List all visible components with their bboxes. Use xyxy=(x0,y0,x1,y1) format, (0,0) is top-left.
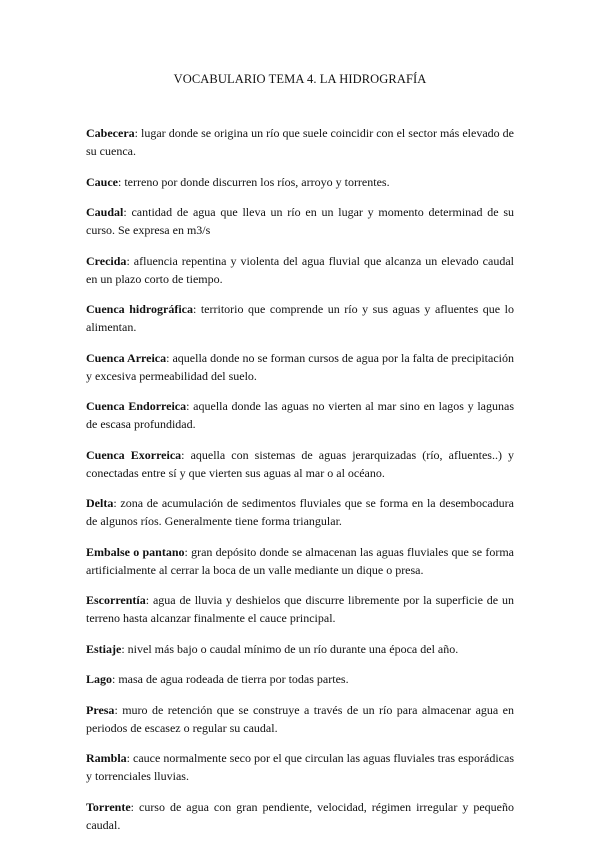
vocabulary-entry xyxy=(86,670,514,688)
entry-term: Caudal xyxy=(86,205,124,219)
entry-definition: : territorio que comprende un río y sus aguas y afluentes que lo alimentan. xyxy=(86,302,514,334)
vocabulary-entry xyxy=(86,640,514,658)
vocabulary-entry xyxy=(86,749,514,785)
entry-definition: : nivel más bajo o caudal mínimo de un río durante una época del año. xyxy=(121,641,459,656)
entry-term: Cuenca Endorreica xyxy=(86,399,187,413)
entry-term: Cuenca hidrográfica xyxy=(86,302,193,316)
vocabulary-entry xyxy=(86,543,514,579)
entry-term: Estiaje xyxy=(86,641,122,656)
entry-definition: : gran depósito donde se almacenan las aguas fluviales que se forma artificialmente al cerrar la boca de un valle mediante un dique o presa. xyxy=(86,544,514,577)
entry-definition: : afluencia repentina y violenta del agua fluvial que alcanza un elevado caudal en un plazo corto de tiempo. xyxy=(86,253,514,286)
entry-term: Torrente xyxy=(86,799,131,814)
entry-term: Crecida xyxy=(86,253,127,268)
vocabulary-entry xyxy=(86,397,514,433)
entry-term: Cuenca Arreica xyxy=(86,350,167,365)
entry-definition: : lugar donde se origina un río que suele coincidir con el sector más elevado de su cuenca. xyxy=(86,126,514,158)
vocabulary-entry xyxy=(86,591,514,627)
vocabulary-entry xyxy=(86,446,514,482)
vocabulary-entry xyxy=(86,203,514,239)
entry-term: Rambla xyxy=(86,751,127,765)
entry-definition: : cauce normalmente seco por el que circulan las aguas fluviales tras esporádicas y torrenciales lluvias. xyxy=(86,751,514,783)
entry-definition: : aquella con sistemas de aguas jerarquizadas (río, afluentes..) y conectadas entre sí y que vierten sus aguas al mar o al océano. xyxy=(86,447,515,480)
vocabulary-list xyxy=(86,124,514,846)
entry-definition: : masa de agua rodeada de tierra por todas partes. xyxy=(112,672,349,686)
entry-term: Cuenca Exorreica xyxy=(86,447,182,462)
vocabulary-entry xyxy=(86,494,514,530)
entry-term: Presa xyxy=(86,702,115,717)
vocabulary-entry xyxy=(86,701,514,737)
entry-definition: : aquella donde no se forman cursos de agua por la falta de precipitación y excesiva permeabilidad del suelo. xyxy=(86,350,515,383)
vocabulary-entry xyxy=(86,173,514,191)
entry-definition: : zona de acumulación de sedimentos fluviales que se forma en la desembocadura de algunos ríos. Generalmente tiene forma triangular. xyxy=(86,496,514,528)
vocabulary-entry xyxy=(86,349,514,385)
entry-definition: : cantidad de agua que lleva un río en un lugar y momento determinad de su curso. Se expresa en m3/s xyxy=(86,205,514,237)
entry-definition: : muro de retención que se construye a través de un río para almacenar agua en periodos de escasez o regular su caudal. xyxy=(86,702,514,735)
entry-term: Embalse o pantano xyxy=(86,544,185,559)
entry-term: Escorrentía xyxy=(86,593,146,607)
entry-definition: : terreno por donde discurren los ríos, arroyo y torrentes. xyxy=(118,174,390,189)
entry-definition: : curso de agua con gran pendiente, velocidad, régimen irregular y pequeño caudal. xyxy=(86,799,514,832)
vocabulary-entry xyxy=(86,124,514,160)
entry-term: Lago xyxy=(86,672,113,686)
entry-term: Cauce xyxy=(86,174,118,189)
entry-definition: : agua de lluvia y deshielos que discurre libremente por la superficie de un terreno hasta alcanzar finalmente el cauce principal. xyxy=(86,593,514,625)
entry-term: Cabecera xyxy=(86,126,135,140)
vocabulary-entry xyxy=(86,798,514,834)
entry-definition: : aquella donde las aguas no vierten al mar sino en lagos y lagunas de escasa profundidad. xyxy=(86,399,514,431)
vocabulary-entry xyxy=(86,252,514,288)
vocabulary-entry xyxy=(86,300,514,336)
document-title: VOCABULARIO TEMA 4. LA HIDROGRAFÍA xyxy=(173,72,427,86)
entry-term: Delta xyxy=(86,496,114,510)
